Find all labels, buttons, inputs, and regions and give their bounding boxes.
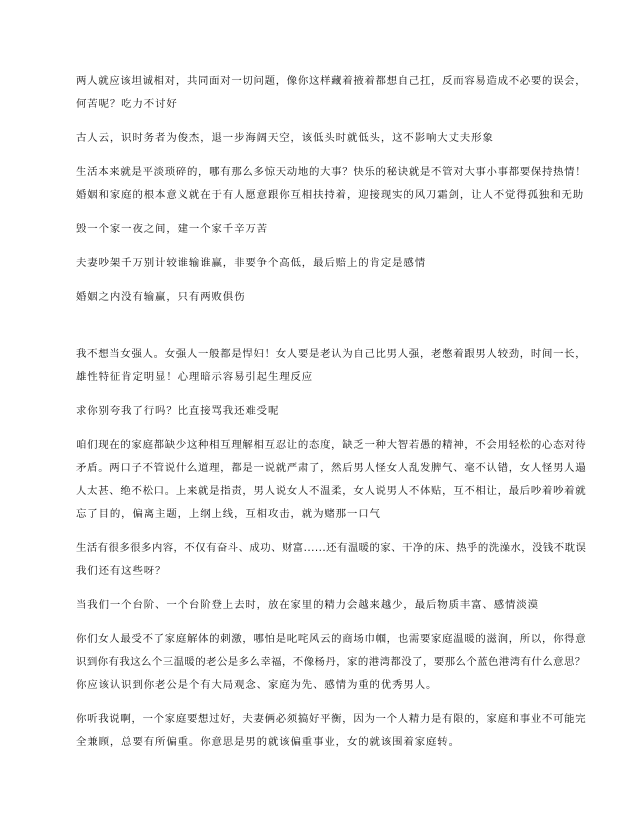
paragraph-12 (76, 594, 578, 617)
paragraph-11 (76, 537, 587, 583)
paragraph-line: 人太甚、绝不松口。上来就是指责，男人说女人不温柔，女人说男人不体贴，互不相让，最后吵着吵着就 (76, 485, 587, 497)
paragraph-1 (76, 70, 587, 116)
paragraph-line: 毁一个家一夜之间，建一个家千辛万苦 (76, 223, 268, 235)
paragraph-line: 全兼顾，总要有所偏重。你意思是男的就该偏重事业，女的就该围着家庭转。 (76, 736, 460, 748)
paragraph-line: 两人就应该坦诚相对，共同面对一切问题，像你这样藏着掖着都想自己扛，反而容易造成不必要的误会， (76, 75, 587, 87)
paragraph-line: 婚姻和家庭的根本意义就在于有人愿意跟你互相扶持着，迎接现实的风刀霜剑，让人不觉得孤独和无助 (76, 189, 585, 201)
paragraph-13 (76, 628, 587, 697)
paragraph-2 (76, 127, 578, 150)
paragraph-line: 我不想当女强人。女强人一般都是悍妇！女人要是老认为自己比男人强，老憋着跟男人较劲，时间一长， (76, 348, 587, 360)
paragraph-line: 咱们现在的家庭都缺少这种相互理解相互忍让的态度，缺乏一种大智若愚的精神，不会用轻松的心态对待 (76, 439, 587, 451)
paragraph-line: 生活本来就是平淡琐碎的，哪有那么多惊天动地的大事？快乐的秘诀就是不管对大事小事都要保持热情！ (76, 166, 587, 178)
paragraph-line: 识到你有我这么个三温暖的老公是多么幸福，不像杨丹，家的港湾都没了，要那么个蓝色港湾有什么意思？ (76, 656, 586, 668)
paragraph-14 (76, 708, 587, 754)
paragraph-10 (76, 434, 587, 526)
paragraph-line: 我们还有这些呀？ (76, 565, 167, 577)
paragraph-line: 你们女人最受不了家庭解体的刺激，哪怕是叱咤风云的商场巾帼，也需要家庭温暖的滋润，所以，你得意 (76, 633, 587, 645)
paragraph-line: 矛盾。两口子不管说什么道理，都是一说就严肃了，然后男人怪女人乱发脾气、毫不认错，女人怪男人遢 (76, 462, 587, 474)
paragraph-9 (76, 400, 578, 423)
paragraph-line: 当我们一个台阶、一个台阶登上去时，放在家里的精力会越来越少，最后物质丰富、感情淡漠 (76, 599, 539, 611)
paragraph-line: 古人云，识时务者为俊杰，退一步海阔天空，该低头时就低头，这不影响大丈夫形象 (76, 132, 494, 144)
paragraph-line: 生活有很多很多内容，不仅有奋斗、成功、财富......还有温暖的家、干净的床、热乎的洗澡水，没钱不耽误 (76, 542, 587, 554)
paragraph-7 (76, 286, 578, 309)
paragraph-line: 忘了目的，偏离主题，上纲上线，互相攻击，就为赌那一口气 (76, 508, 381, 520)
paragraph-4 (76, 184, 585, 207)
paragraph-line: 你应该认识到你老公是个有大局观念、家庭为先、感情为重的优秀男人。 (76, 679, 438, 691)
paragraph-line: 婚姻之内没有输赢，只有两败俱伤 (76, 291, 246, 303)
paragraph-line: 雄性特征肯定明显！心理暗示容易引起生理反应 (76, 371, 314, 383)
paragraph-line: 夫妻吵架千万别计较谁输谁赢，非要争个高低，最后赔上的肯定是感情 (76, 257, 427, 269)
paragraph-line: 何苦呢？吃力不讨好 (76, 98, 178, 110)
paragraph-6 (76, 252, 578, 275)
paragraph-8 (76, 343, 587, 389)
paragraph-line: 求你别夸我了行吗？比直接骂我还难受呢 (76, 405, 280, 417)
paragraph-line: 你听我说啊，一个家庭要想过好，夫妻俩必须搞好平衡，因为一个人精力是有限的，家庭和事业不可能完 (76, 713, 587, 725)
paragraph-5 (76, 218, 578, 241)
paragraph-3 (76, 161, 587, 184)
